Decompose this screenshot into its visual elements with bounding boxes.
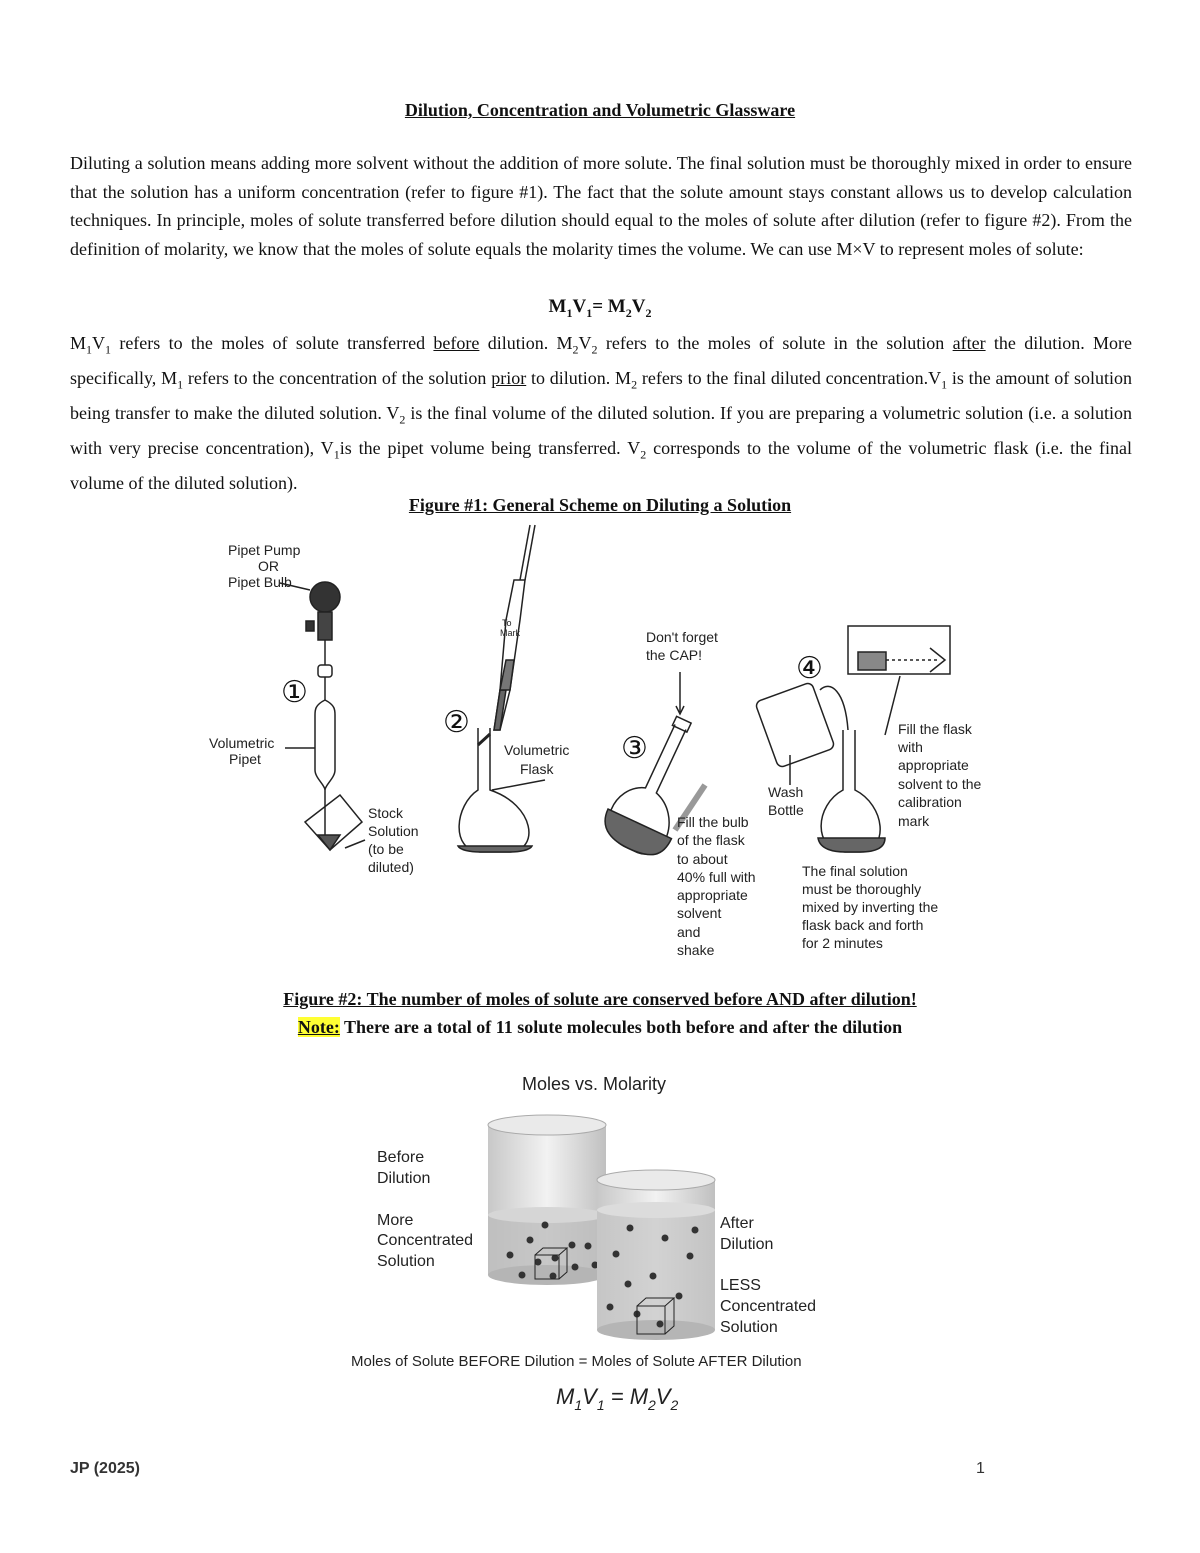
figure2-note: Note: There are a total of 11 solute molecules both before and after the dilution	[297, 1017, 903, 1037]
figure2-title: Figure #2: The number of moles of solute are conserved before AND after dilution!	[283, 989, 917, 1009]
volumetric-flask-4	[821, 730, 880, 852]
after-cylinder	[597, 1170, 715, 1340]
before-label: Before	[377, 1149, 425, 1166]
svg-text:the CAP!: the CAP!	[646, 647, 703, 663]
svg-text:Flask: Flask	[520, 761, 554, 777]
wash-bottle-label: Wash	[768, 784, 804, 800]
note-label: Note:	[297, 1017, 340, 1037]
less-concentrated-label: LESS	[720, 1277, 761, 1294]
svg-text:with: with	[898, 739, 923, 755]
step3-number: ③	[621, 732, 648, 765]
fill-flask-label: Fill the flask	[898, 721, 972, 737]
svg-text:(to be: (to be	[368, 841, 404, 857]
diagram-title: Moles vs. Molarity	[522, 1074, 667, 1094]
svg-text:40% full with: 40% full with	[677, 869, 756, 885]
pipet-pump-label: Pipet Pump	[228, 542, 301, 558]
volumetric-pipet-label: Volumetric	[209, 735, 275, 751]
before-cylinder	[488, 1115, 606, 1285]
step2-number: ②	[443, 706, 470, 739]
formula-explanation-paragraph: $M_1V_1$ refers to the moles of solute transferred before dilution. $M_2V_2$ refers to the moles of solute in the solution after the dilution. More specifically, $M_1$ refers to the concentration of the solution prior to dilution. $M_2$ refers to the final diluted $concentration.V_1$ is the amount of solution being transfer to make the diluted solution. $V_2$ is the final volume of the diluted solution. If you are preparing a volumetric solution (i.e. a solution with very precise concentration), $V_1is$ the pipet volume being transferred. $V_2$ corresponds to the volume of the volumetric flask (i.e. the final volume of the diluted solution).	[70, 333, 1133, 494]
svg-text:appropriate: appropriate	[898, 757, 969, 773]
svg-text:must be thoroughly: must be thoroughly	[802, 881, 922, 897]
svg-text:of the flask: of the flask	[677, 832, 745, 848]
svg-text:diluted): diluted)	[368, 859, 414, 875]
intro-paragraph: Diluting a solution means adding more solvent without the addition of more solute. The final solution must be thoroughly mixed in order to ensure that the solution has a uniform concentration (refer to figure #1). The fact that the solute amount stays constant allows us to develop calculation techniques. In principle, moles of solute transferred before dilution should equal to the moles of solute after dilution (refer to figure #2). From the definition of molarity, we know that the moles of solute equals the molarity times the volume. We can use M×V to represent moles of solute:	[70, 153, 1132, 259]
wash-bottle	[755, 682, 835, 768]
svg-text:calibration: calibration	[898, 794, 962, 810]
svg-text:and: and	[677, 924, 701, 940]
svg-text:appropriate: appropriate	[677, 887, 748, 903]
svg-text:Concentrated: Concentrated	[720, 1298, 817, 1315]
page-number: 1	[976, 1460, 985, 1477]
svg-text:mark: mark	[898, 813, 930, 829]
stock-solution-label: Stock	[368, 805, 404, 821]
svg-text:Solution: Solution	[377, 1253, 435, 1270]
svg-text:OR: OR	[258, 558, 279, 574]
page-title: Dilution, Concentration and Volumetric Glassware	[404, 100, 796, 120]
svg-text:shake: shake	[677, 942, 715, 958]
svg-text:Pipet: Pipet	[229, 751, 261, 767]
svg-text:Concentrated: Concentrated	[377, 1232, 474, 1249]
moles-vs-molarity-diagram	[340, 1065, 900, 1425]
volumetric-flask-label: Volumetric	[504, 742, 570, 758]
svg-text:flask back and forth: flask back and forth	[802, 917, 924, 933]
more-concentrated-label: More	[377, 1212, 414, 1229]
svg-text:Bottle: Bottle	[768, 802, 804, 818]
svg-text:solvent to the: solvent to the	[898, 776, 982, 792]
svg-text:Dilution: Dilution	[720, 1236, 774, 1253]
dilution-formula: $M_1V_1= M_2V_2$	[548, 296, 652, 320]
svg-text:for 2 minutes: for 2 minutes	[802, 935, 883, 951]
after-label: After	[720, 1215, 754, 1232]
volumetric-pipet	[315, 700, 325, 840]
step4-number: ④	[796, 652, 823, 685]
svg-text:mixed by inverting the: mixed by inverting the	[802, 899, 939, 915]
svg-text:Pipet Bulb: Pipet Bulb	[228, 574, 292, 590]
svg-text:Dilution: Dilution	[377, 1170, 431, 1187]
svg-text:Solution: Solution	[720, 1319, 778, 1336]
footer-author: JP (2025)	[70, 1460, 140, 1477]
cap-label: Don't forget	[646, 629, 718, 645]
fill-bulb-label: Fill the bulb	[677, 814, 749, 830]
moles-caption: Moles of Solute BEFORE Dilution = Moles of Solute AFTER Dilution	[351, 1353, 802, 1370]
pipet-bulb-icon	[310, 582, 340, 612]
dilution-scheme-diagram	[195, 520, 995, 970]
svg-text:solvent: solvent	[677, 905, 722, 921]
svg-text:Solution: Solution	[368, 823, 419, 839]
final-solution-label: The final solution	[802, 863, 908, 879]
svg-text:to about: to about	[677, 851, 728, 867]
step1-number: ①	[281, 676, 308, 709]
svg-text:Mark: Mark	[500, 628, 520, 638]
diagram-equation: $M_1V_1 = M_2V_2$	[556, 1384, 679, 1413]
figure1-title: Figure #1: General Scheme on Diluting a Solution	[408, 495, 792, 515]
svg-text:To: To	[502, 618, 512, 628]
